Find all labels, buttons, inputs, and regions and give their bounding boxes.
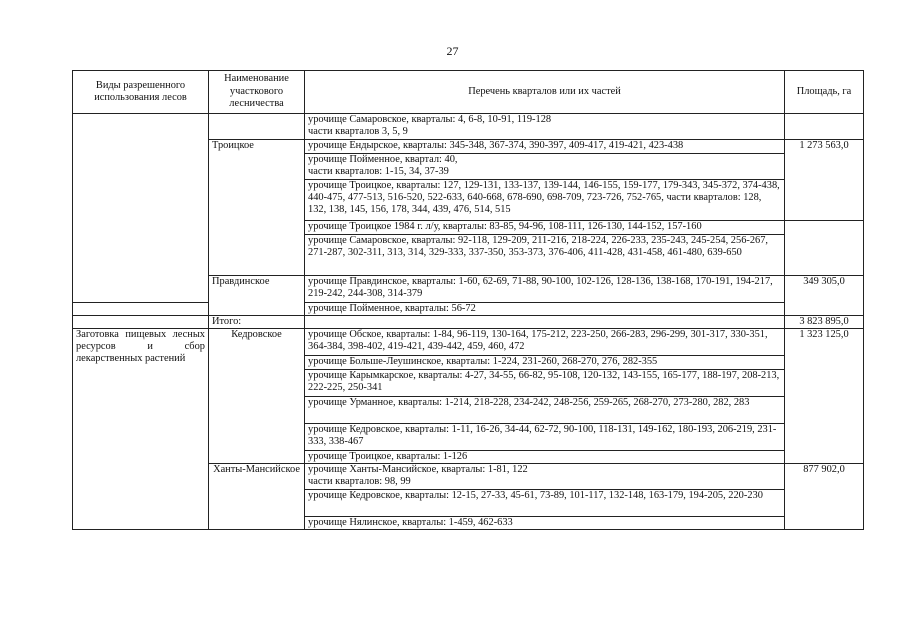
quarters-cell: урочище Пойменное, квартал: 40, части кварталов: 1-15, 34, 37-39 (305, 154, 785, 180)
area-troitskoe: 1 273 563,0 (785, 140, 864, 221)
page-number: 27 (446, 44, 459, 58)
header-forestry: Наименование участкового лесничества (209, 71, 305, 114)
use-type-food-resources: Заготовка пищевых лесных ресурсов и сбор лекарственных растений (73, 329, 209, 530)
forestry-troitskoe: Троицкое (209, 140, 305, 276)
quarters-cell: урочище Ханты-Мансийское, кварталы: 1-81, 122 части кварталов: 98, 99 (305, 464, 785, 490)
quarters-cell: урочище Троицкое, кварталы: 127, 129-131, 133-137, 139-144, 146-155, 159-177, 179-343, 345-372, 374-438, 440-475, 477-513, 516-520, 522-633, 640-668, 678-690, 698-709, 723-726, 752-765, части кварталов: 128, 132, 138, 145, 156, 178, 344, 439, 476, 514, 515 (305, 180, 785, 221)
area-cell-empty (785, 221, 864, 276)
quarters-cell: урочище Кедровское, кварталы: 1-11, 16-26, 34-44, 62-72, 90-100, 118-131, 149-162, 180-193, 206-219, 231-333, 338-467 (305, 424, 785, 451)
total-row (73, 316, 864, 329)
area-pravdinskoe: 349 305,0 (785, 276, 864, 316)
header-use-type: Виды разрешенного использования лесов (73, 71, 209, 114)
table-row (73, 329, 864, 356)
header-area: Площадь, га (785, 71, 864, 114)
table-row (73, 114, 864, 140)
forestry-kedrovskoe: Кедровское (209, 329, 305, 464)
total-label: Итого: (209, 316, 305, 329)
quarters-cell: урочище Правдинское, кварталы: 1-60, 62-69, 71-88, 90-100, 102-126, 128-136, 138-168, 170-191, 194-217, 219-242, 244-308, 314-379 (305, 276, 785, 303)
quarters-cell: урочище Самаровское, кварталы: 92-118, 129-209, 211-216, 218-224, 226-233, 235-243, 245-254, 256-267, 271-287, 302-311, 313, 314, 329-333, 337-350, 353-373, 376-406, 411-428, 431-458, 461-480, 639-650 (305, 235, 785, 276)
header-quarters: Перечень кварталов или их частей (305, 71, 785, 114)
forestry-pravdinskoe: Правдинское (209, 276, 305, 316)
forest-quarters-table (72, 70, 864, 530)
area-kedrovskoe: 1 323 125,0 (785, 329, 864, 464)
area-khanty-mansiyskoe: 877 902,0 (785, 464, 864, 530)
use-type-cell-empty (73, 114, 209, 303)
table-header-row (73, 71, 864, 114)
quarters-cell: урочище Урманное, кварталы: 1-214, 218-228, 234-242, 248-256, 259-265, 268-270, 273-280, 282, 283 (305, 397, 785, 424)
use-type-cell-empty (73, 303, 209, 316)
forestry-khanty-mansiyskoe: Ханты-Мансийское (209, 464, 305, 530)
quarters-cell: урочище Кедровское, кварталы: 12-15, 27-33, 45-61, 73-89, 101-117, 132-148, 163-179, 194-205, 220-230 (305, 490, 785, 517)
quarters-cell: урочище Пойменное, кварталы: 56-72 (305, 303, 785, 316)
total-value: 3 823 895,0 (785, 316, 864, 329)
quarters-cell: урочище Нялинское, кварталы: 1-459, 462-633 (305, 517, 785, 530)
forestry-cell-empty (209, 114, 305, 140)
total-quarters-empty (305, 316, 785, 329)
quarters-cell: урочище Троицкое, кварталы: 1-126 (305, 451, 785, 464)
table-row (73, 303, 864, 316)
quarters-cell: урочище Самаровское, кварталы: 4, 6-8, 10-91, 119-128 части кварталов 3, 5, 9 (305, 114, 785, 140)
quarters-cell: урочище Ендырское, кварталы: 345-348, 367-374, 390-397, 409-417, 419-421, 423-438 (305, 140, 785, 154)
quarters-cell: урочище Больше-Леушинское, кварталы: 1-224, 231-260, 268-270, 276, 282-355 (305, 356, 785, 370)
quarters-cell: урочище Обское, кварталы: 1-84, 96-119, 130-164, 175-212, 223-250, 266-283, 296-299, 301-317, 330-351, 364-384, 398-402, 419-421, 439-442, 459, 460, 472 (305, 329, 785, 356)
quarters-cell: урочище Карымкарское, кварталы: 4-27, 34-55, 66-82, 95-108, 120-132, 143-155, 165-177, 188-197, 208-213, 222-225, 250-341 (305, 370, 785, 397)
quarters-cell: урочище Троицкое 1984 г. л/у, кварталы: 83-85, 94-96, 108-111, 126-130, 144-152, 157-160 (305, 221, 785, 235)
area-cell-empty (785, 114, 864, 140)
use-type-cell-empty (73, 316, 209, 329)
